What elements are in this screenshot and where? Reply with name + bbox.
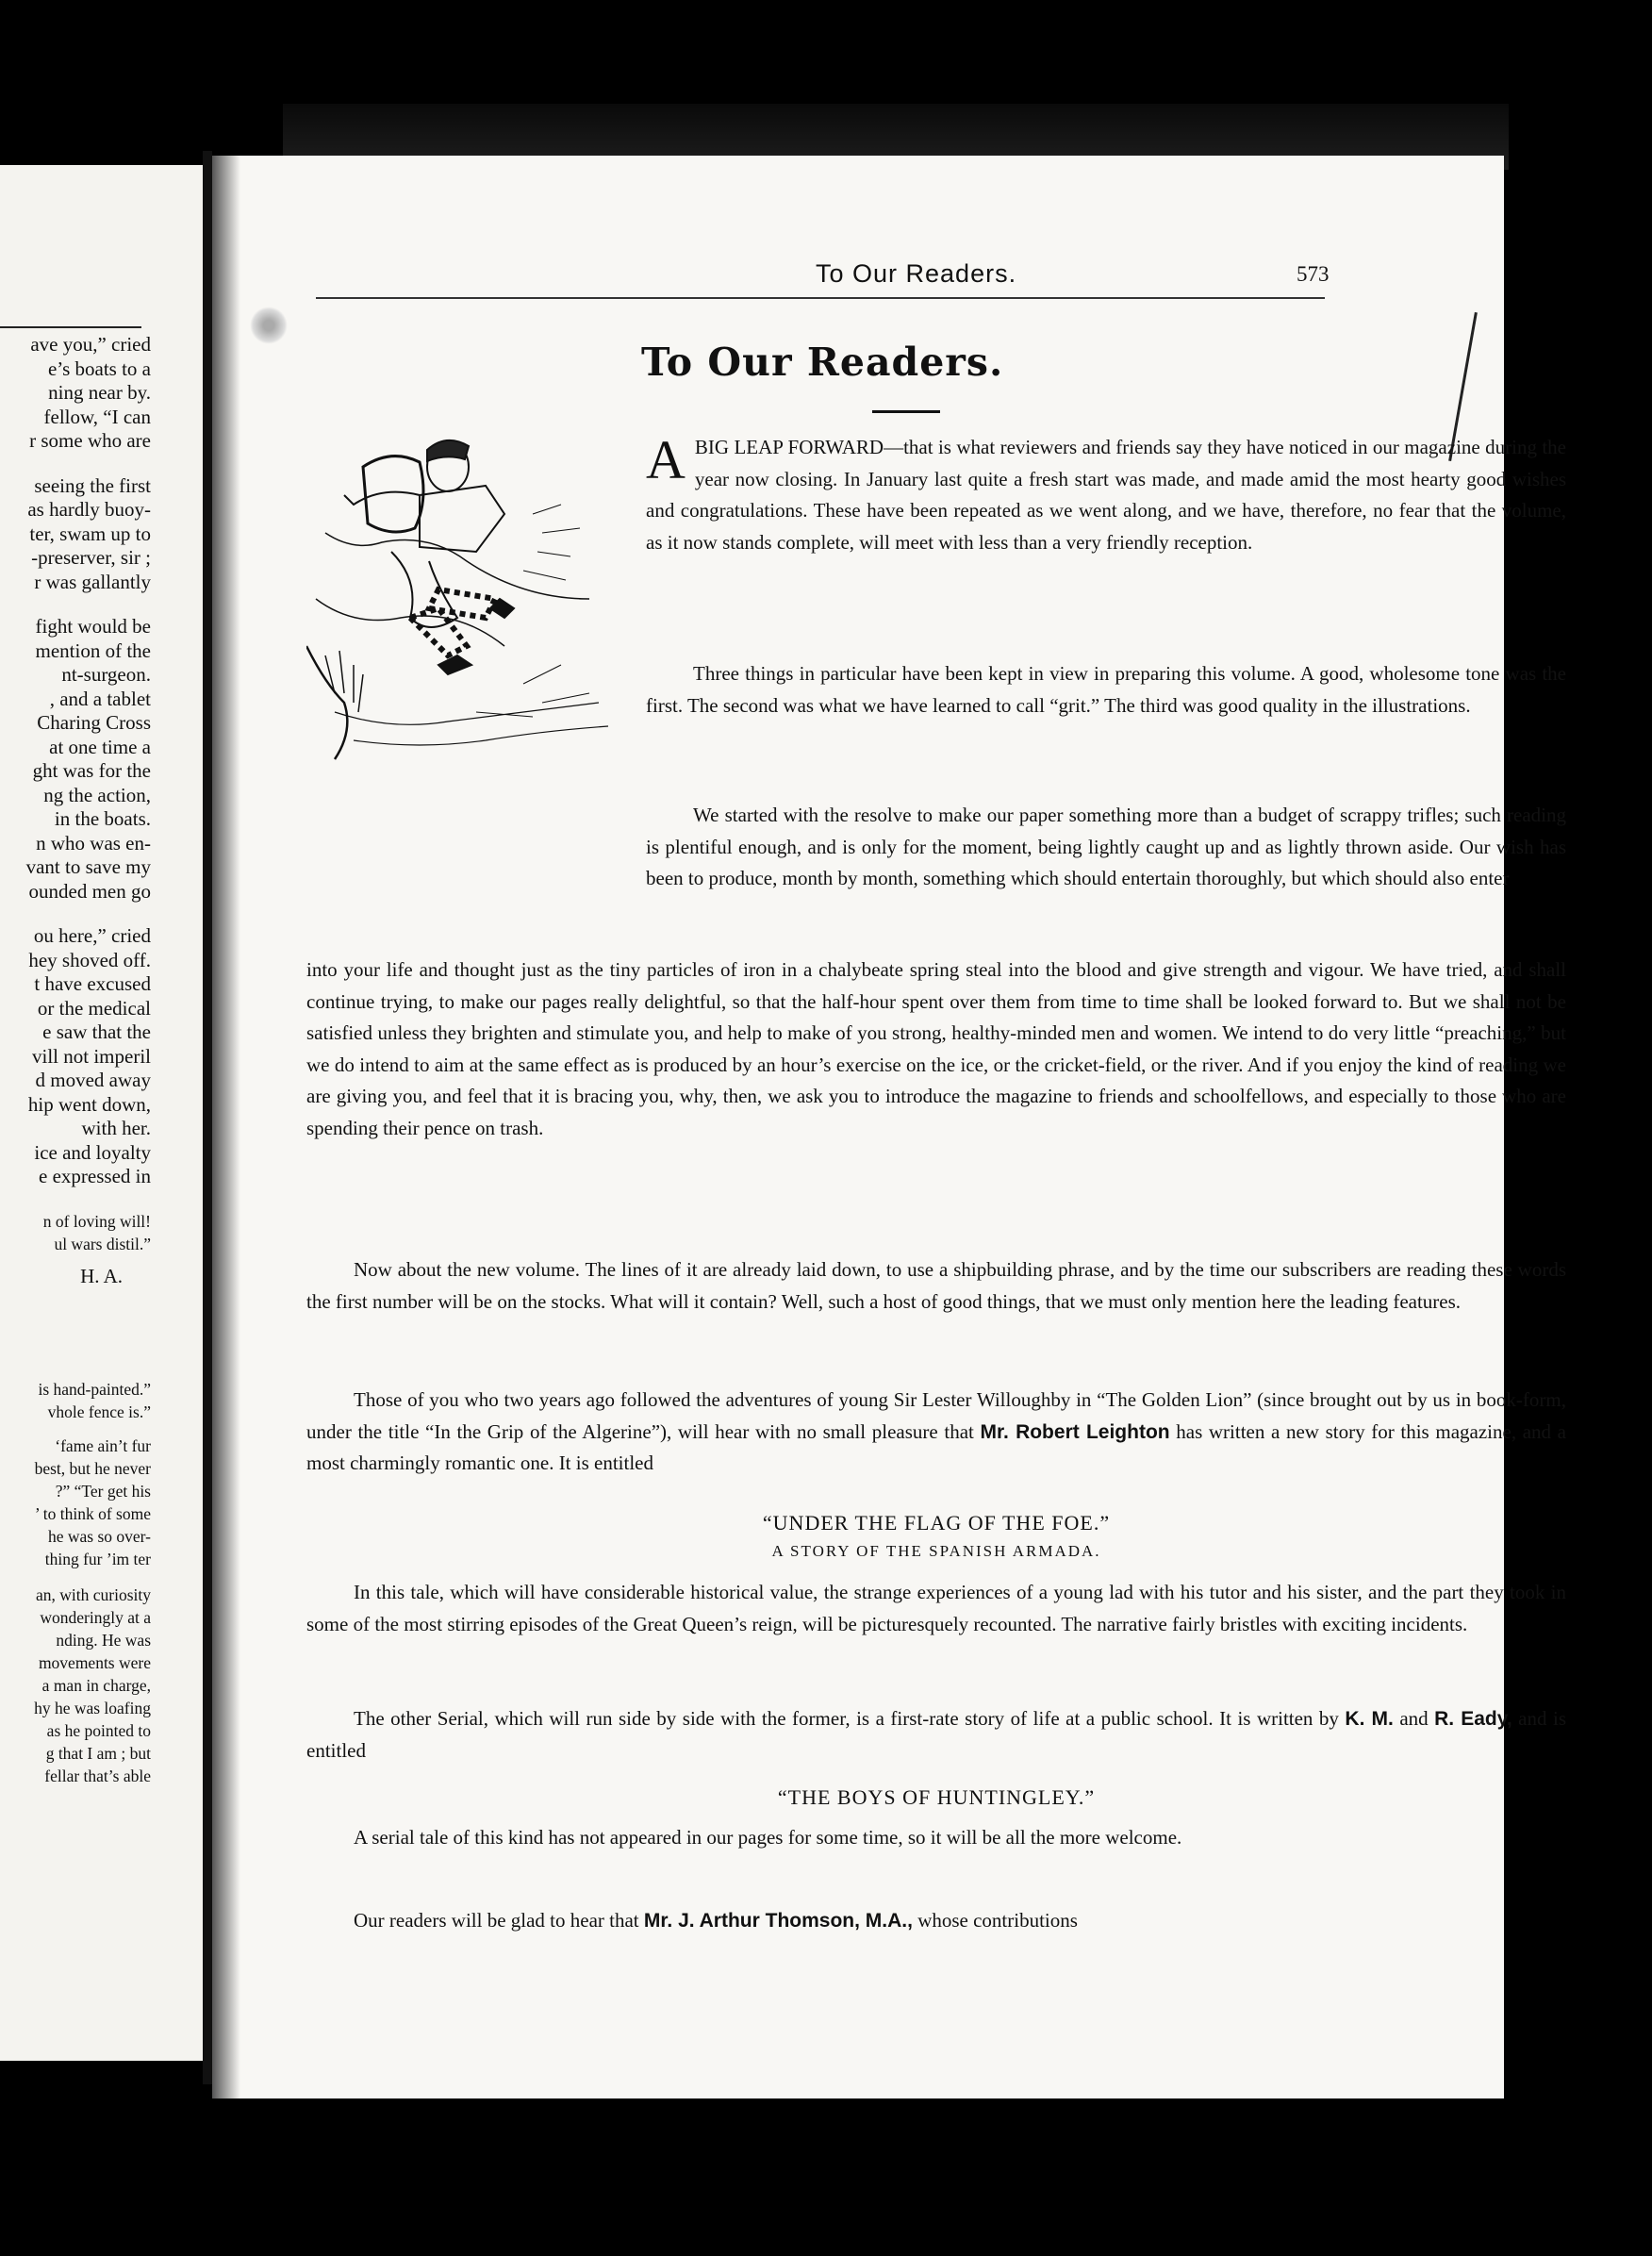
author-j-arthur-thomson: Mr. J. Arthur Thomson, M.A.,: [643, 1910, 913, 1932]
book-gutter: [203, 151, 212, 2084]
left-line: hip went down,: [27, 1092, 151, 1116]
left-line: n who was en-: [36, 831, 151, 854]
author-km: K. M.: [1345, 1708, 1394, 1730]
left-line: ice and loyalty: [34, 1140, 151, 1164]
left-line: at one time a: [49, 735, 151, 758]
paragraph-5: [306, 1385, 1566, 1480]
p9-before: Our readers will be glad to hear that: [354, 1909, 644, 1932]
left-line: fight would be: [35, 615, 151, 638]
left-line: a man in charge,: [41, 1676, 151, 1695]
paragraph-9-text: [306, 1905, 1566, 1937]
paragraph-1: [646, 429, 1566, 558]
running-header: [306, 259, 1457, 297]
left-line: ‘fame ain’t fur: [55, 1436, 151, 1455]
left-line: ’ to think of some: [34, 1504, 151, 1523]
paragraph-3-text-a: We started with the resolve to make our paper something more than a budget of scrappy trifles; such reading is plentiful enough, and is only for the moment, being lightly caught up and as lightly thrown aside. Our wish has been to produce, month by month, something which should entertain thoroughly, but which should also enter: [646, 804, 1566, 889]
left-line: nding. He was: [56, 1631, 151, 1650]
serial-title-2: “THE BOYS OF HUNTINGLEY.”: [777, 1785, 1096, 1809]
left-line: nt-surgeon.: [61, 663, 151, 686]
paragraph-8-text: A serial tale of this kind has not appeared in our pages for some time, so it will be all the more welcome.: [354, 1826, 1182, 1849]
left-line: best, but he never: [34, 1459, 151, 1478]
left-signature: H. A.: [80, 1264, 123, 1287]
left-line: ght was for the: [32, 759, 151, 782]
paragraph-6-text: In this tale, which will have considerable historical value, the strange experiences of a young lad with his tutor and his sister, and the part they took in some of the most stirring episodes of the Great Queen’s reign, will be picturesquely recounted. The narrative fairly bristles with exciting incidents.: [306, 1581, 1566, 1635]
left-line: he was so over-: [48, 1527, 151, 1546]
left-verse-line: n of loving will!: [42, 1211, 151, 1231]
serial-title-1: “UNDER THE FLAG OF THE FOE.”: [762, 1511, 1111, 1534]
left-line: as hardly buoy-: [27, 498, 151, 521]
drop-cap: A: [646, 429, 686, 490]
right-page: [212, 156, 1566, 2098]
left-page-rule: [0, 326, 141, 328]
paragraph-9: [306, 1905, 1566, 1937]
left-verse-line: ul wars distil.”: [54, 1234, 151, 1253]
article-headline: To Our Readers.: [641, 340, 1004, 385]
left-line: fellow, “I can: [43, 405, 151, 428]
left-line: ter, swam up to: [29, 522, 151, 545]
page-shadow: [212, 156, 240, 2098]
paragraph-3-wrapped: [646, 800, 1566, 895]
left-line: d moved away: [35, 1069, 151, 1091]
left-line: e saw that the: [42, 1020, 151, 1043]
boy-leaping-illustration: [306, 429, 646, 797]
left-line: movements were: [38, 1653, 151, 1672]
left-line: ave you,” cried: [30, 333, 151, 356]
left-line: mention of the: [35, 639, 151, 662]
left-line: ng the action,: [43, 783, 151, 806]
running-title: To Our Readers.: [816, 259, 1017, 288]
paragraph-4: [306, 1254, 1566, 1318]
paragraph-1-text: BIG LEAP FORWARD—that is what reviewers and friends say they have noticed in our magazine during the year now closing. In January last quite a fresh start was made, and made amid the most hearty good wishes and congratulations. These have been repeated as we went along, and we have, therefore, no fear that the volume, as it now stands complete, will meet with less than a very friendly reception.: [646, 436, 1566, 554]
left-line: vhole fence is.”: [47, 1402, 151, 1421]
left-page-text: [0, 333, 151, 1787]
left-line: -preserver, sir ;: [31, 546, 151, 569]
left-line: e expressed in: [39, 1165, 151, 1187]
left-line: is hand-painted.”: [38, 1380, 151, 1399]
headline-rule: [872, 410, 940, 413]
paragraph-2-text: Three things in particular have been kept in view in preparing this volume. A good, wholesome tone was the first. The second was what we have learned to call “grit.” The third was good quality in the illustrations.: [646, 662, 1566, 717]
paragraph-3-text-b: into your life and thought just as the tiny particles of iron in a chalybeate spring steal into the blood and give strength and vigour. We have tried, and shall continue trying, to make our pages really delightful, so that the half-hour spent over them from time to time shall be looked forward to. But we shall not be satisfied unless they brighten and stimulate you, and help to make of you strong, healthy-minded men and women. We intend to do very little “preaching,” but we do intend to aim at the same effect as is produced by an hour’s exercise on the ice, or the cricket-field, or the river. And if you enjoy the kind of reading we are giving you, and feel that it is bracing you, why, then, we ask you to introduce the magazine to friends and schoolfellows, and especially to those who are spending their pence on trash.: [306, 958, 1566, 1139]
left-line: in the boats.: [54, 807, 151, 830]
left-line: e’s boats to a: [47, 357, 151, 380]
left-line: an, with curiosity: [36, 1585, 151, 1604]
left-line: or the medical: [37, 996, 151, 1020]
left-line: ou here,” cried: [33, 924, 151, 947]
p9-after: whose contributions: [912, 1909, 1078, 1932]
left-line: fellar that’s able: [44, 1767, 151, 1785]
left-line: t have excused: [34, 972, 151, 995]
p5-before: Those of you who two years ago followed the adventures of young Sir Lester Willoughby in “The Golden Lion” (since brought out by us in book-form, under the title “In the Grip of the Algerine”), will hear with no small pleasure that: [306, 1388, 1566, 1443]
left-line: wonderingly at a: [40, 1608, 151, 1627]
left-line: hey shoved off.: [28, 948, 151, 971]
left-line: vill not imperil: [32, 1044, 151, 1068]
paragraph-6: [306, 1577, 1566, 1640]
left-line: , and a tablet: [49, 687, 151, 710]
left-line: ?” “Ter get his: [55, 1482, 151, 1501]
p7-and: and: [1393, 1707, 1435, 1730]
left-line: with her.: [81, 1117, 151, 1139]
paragraph-7-text: [306, 1703, 1566, 1767]
left-line: thing fur ’im ter: [44, 1550, 151, 1568]
left-line: vant to save my: [25, 855, 151, 878]
left-line: r some who are: [29, 429, 151, 452]
paragraph-3-full: [306, 954, 1566, 1144]
left-line: ning near by.: [48, 381, 151, 404]
p5-after: has written a new story for this magazine, and a most charmingly romantic one. It is entitled: [306, 1419, 1566, 1474]
page-number: 573: [1297, 262, 1330, 286]
left-line: g that I am ; but: [45, 1744, 151, 1763]
author-robert-leighton: Mr. Robert Leighton: [980, 1420, 1170, 1443]
paragraph-4-text: Now about the new volume. The lines of it are already laid down, to use a shipbuilding phrase, and by the time our subscribers are reading these words the first number will be on the stocks. What will it contain? Well, such a host of good things, that we must only mention here the leading features.: [306, 1258, 1566, 1313]
header-rule: [316, 297, 1325, 299]
author-r-eady: R. Eady,: [1434, 1708, 1512, 1730]
serial-subtitle-1: A STORY OF THE SPANISH ARMADA.: [771, 1542, 1101, 1560]
left-page-fragment: [0, 165, 203, 2061]
left-line: Charing Cross: [37, 711, 151, 734]
paragraph-5-text: [306, 1385, 1566, 1480]
left-line: seeing the first: [34, 473, 151, 497]
ink-stamp-mark: [250, 307, 288, 344]
p7-before: The other Serial, which will run side by side with the former, is a first-rate story of life at a public school. It is written by: [354, 1707, 1346, 1730]
p7-after: and is entitled: [306, 1707, 1566, 1762]
left-line: r was gallantly: [34, 570, 151, 593]
paragraph-8: [306, 1822, 1566, 1854]
paragraph-7: [306, 1703, 1566, 1767]
left-line: ounded men go: [28, 879, 151, 903]
left-line: hy he was loafing: [34, 1699, 151, 1717]
paragraph-2: [646, 658, 1566, 722]
left-line: as he pointed to: [46, 1721, 151, 1740]
